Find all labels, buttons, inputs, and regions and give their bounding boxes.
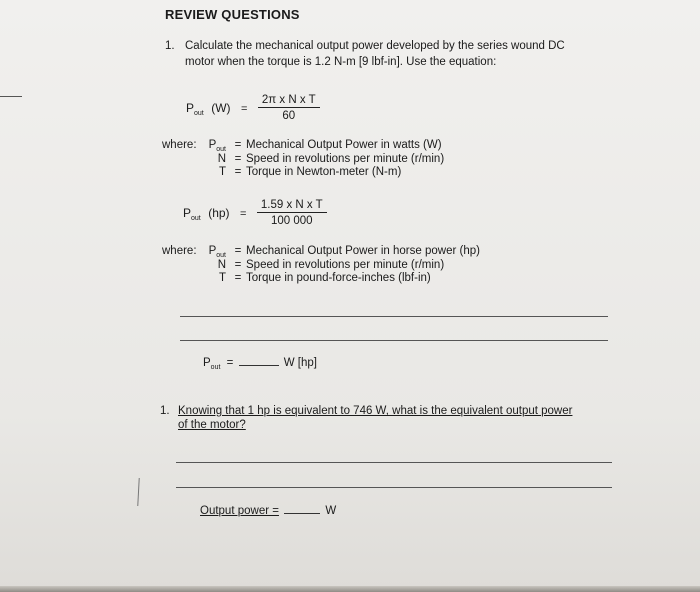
section-title: REVIEW QUESTIONS bbox=[165, 7, 300, 22]
output-power-blank[interactable] bbox=[284, 513, 320, 514]
answer-blank[interactable] bbox=[239, 365, 279, 366]
where-description: Torque in pound-force-inches (lbf-in) bbox=[246, 272, 431, 284]
where-equals: = bbox=[234, 272, 242, 284]
answer-p: P bbox=[203, 357, 211, 369]
formula-watts-unit: (W) bbox=[211, 101, 231, 116]
formula-watts-sub: out bbox=[194, 110, 204, 118]
formula-hp-denominator: 100 000 bbox=[271, 215, 313, 227]
where-symbol: N bbox=[217, 259, 226, 271]
where-label: where: bbox=[162, 139, 197, 151]
where-symbol-sub: out bbox=[216, 146, 226, 153]
margin-mark bbox=[0, 96, 22, 97]
where-equals: = bbox=[234, 245, 242, 257]
where-symbol-sub: out bbox=[216, 252, 226, 259]
where-description: Speed in revolutions per minute (r/min) bbox=[246, 259, 445, 271]
question-1-number: 1. bbox=[165, 40, 175, 52]
formula-watts-p: P bbox=[186, 101, 195, 116]
answer-line[interactable] bbox=[176, 487, 612, 488]
answer-output-power bbox=[200, 505, 336, 517]
where-symbol: P bbox=[208, 139, 217, 151]
answer-p-sub: out bbox=[210, 364, 221, 371]
formula-watts-numerator: 2π x N x T bbox=[258, 94, 320, 108]
where-symbol: N bbox=[217, 153, 226, 165]
formula-hp-p: P bbox=[183, 206, 192, 221]
question-1-line-2: motor when the torque is 1.2 N-m [9 lbf-in]. Use the equation: bbox=[185, 56, 497, 68]
formula-hp-equals: = bbox=[240, 208, 247, 221]
where-block-watts bbox=[162, 139, 444, 179]
where-symbol: P bbox=[208, 245, 217, 257]
where-label: where: bbox=[162, 245, 197, 257]
where-description: Mechanical Output Power in watts (W) bbox=[246, 139, 442, 151]
answer-line[interactable] bbox=[180, 340, 608, 341]
where-block-hp bbox=[162, 245, 480, 285]
question-2 bbox=[160, 404, 572, 432]
where-equals: = bbox=[234, 259, 242, 271]
where-equals: = bbox=[234, 139, 242, 151]
where-symbol: T bbox=[218, 166, 226, 178]
formula-watts-equals: = bbox=[240, 103, 248, 116]
question-1 bbox=[165, 38, 565, 70]
formula-hp-sub: out bbox=[191, 215, 201, 223]
formula-watts bbox=[186, 94, 320, 122]
question-2-line-2: of the motor? bbox=[178, 419, 246, 431]
answer-line[interactable] bbox=[176, 462, 612, 463]
output-power-label: Output power = bbox=[200, 505, 279, 517]
formula-hp-fraction bbox=[257, 199, 327, 227]
where-symbol: T bbox=[218, 272, 226, 284]
formula-hp-numerator: 1.59 x N x T bbox=[257, 199, 327, 213]
formula-hp bbox=[183, 199, 327, 227]
where-equals: = bbox=[234, 166, 242, 178]
page-bottom-edge bbox=[0, 586, 700, 592]
question-2-line-1: Knowing that 1 hp is equivalent to 746 W, what is the equivalent output power bbox=[178, 405, 573, 417]
question-2-number: 1. bbox=[160, 405, 170, 417]
formula-hp-unit: (hp) bbox=[208, 206, 230, 221]
answer-unit: W [hp] bbox=[283, 357, 317, 369]
where-description: Mechanical Output Power in horse power (hp) bbox=[246, 245, 480, 257]
where-description: Speed in revolutions per minute (r/min) bbox=[246, 153, 445, 165]
answer-power-output bbox=[203, 357, 317, 369]
answer-equals: = bbox=[226, 357, 234, 369]
answer-line[interactable] bbox=[180, 316, 608, 317]
formula-watts-denominator: 60 bbox=[282, 110, 296, 122]
where-description: Torque in Newton-meter (N-m) bbox=[246, 166, 402, 178]
where-equals: = bbox=[234, 153, 242, 165]
formula-watts-fraction bbox=[258, 94, 320, 122]
output-power-unit: W bbox=[325, 505, 337, 517]
question-1-line-1: Calculate the mechanical output power developed by the series wound DC bbox=[185, 40, 565, 52]
